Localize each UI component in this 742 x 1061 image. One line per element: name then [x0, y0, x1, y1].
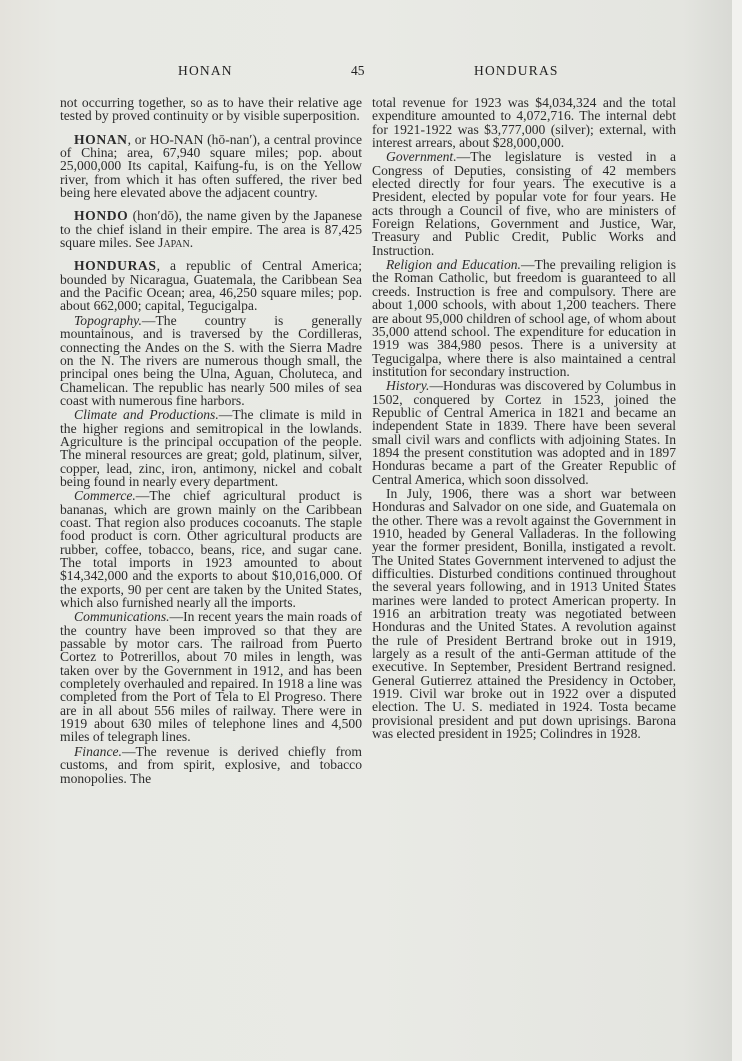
section-title: Religion and Education.	[386, 257, 521, 273]
section-title: Commerce.	[74, 488, 136, 504]
page-number: 45	[351, 63, 365, 78]
right-column	[372, 96, 676, 741]
section-text: —The legislature is vested in a Congress of Deputies, consisting of 42 members elected directly for four years. The executive is a President, elected by popular vote for four years. He acts through a Council of five, who are ministers of Foreign Relations, Government and Justice, War, Treasury and Public Credit, Public Works and Instruction.	[372, 149, 676, 258]
section-title: Finance.	[74, 743, 122, 759]
page-edge	[732, 0, 742, 1061]
section-history	[372, 379, 676, 486]
cross-reference-link[interactable]: Japan	[158, 235, 190, 251]
continuation-paragraph: not occurring together, so as to have their relative age tested by proved continuity or by visible superposition.	[60, 95, 362, 124]
continuation-paragraph: total revenue for 1923 was $4,034,324 and the total expenditure amounted to 4,072,716. The internal debt for 1921-1922 was $3,777,000 (silver); external, with interest arrears, about $28,000,000.	[372, 95, 676, 151]
headword: HONAN	[74, 131, 128, 147]
running-header	[0, 63, 742, 83]
section-topography	[60, 314, 362, 407]
section-climate	[60, 408, 362, 488]
section-title: History.	[386, 378, 430, 394]
entry-honduras	[60, 259, 362, 312]
section-text: —The prevailing religion is the Roman Catholic, but freedom is guaranteed to all creeds. Instruction is free and compulsory. There are about 1,000 schools, with about 1,200 teachers. There are about 95,000 children of school age, of whom about 35,000 attend school. The expenditure for education in 1919 was 384,980 pesos. There is a university at Tegucigalpa, where there is also maintained a central institution for secondary instruction.	[372, 257, 676, 379]
section-title: Communications.	[74, 609, 170, 625]
section-text: —Honduras was discovered by Columbus in 1502, conquered by Cortez in 1523, joined the Republic of Central America in 1821 and became an independent State in 1839. There have been several small civil wars and conflicts with adjoining States. In 1894 the present constitution was adopted and in 1897 Honduras became a part of the Greater Republic of Central America, which soon dissolved.	[372, 378, 676, 487]
headword: HONDURAS	[74, 258, 157, 274]
section-religion-education	[372, 258, 676, 378]
left-column	[60, 96, 362, 785]
section-text: —In recent years the main roads of the country have been improved so that they are passable by motor cars. The railroad from Puerto Cortez to Potrerillos, about 70 miles in length, was taken over by the Government in 1912, and has been completely overhauled and repaired. In 1918 a line was completed from the Port of Tela to El Progreso. There are in all about 556 miles of railway. There were in 1919 about 630 miles of telephone lines and 4,500 miles of telegraph lines.	[60, 609, 362, 745]
section-commerce	[60, 489, 362, 609]
section-text: —The climate is mild in the higher regions and semitropical in the lowlands. Agriculture is the principal occupation of the people. The mineral resources are great; gold, platinum, silver, copper, lead, zinc, iron, antimony, nickel and cobalt being found in nearly every department.	[60, 407, 362, 489]
section-title: Government.	[386, 149, 457, 165]
entry-honan	[60, 133, 362, 200]
entry-text: , or HO-NAN (hō-nan′), a central province of China; area, 67,940 square miles; pop. about 25,000,000 Its capital, Kaifung-fu, is on the Yellow river, from which it has often suffered, the river bed being here elevated above the adjacent country.	[60, 131, 362, 201]
section-history-continued: In July, 1906, there was a short war between Honduras and Salvador on one side, and Guatemala on the other. There was a revolt against the Government in 1910, headed by General Valladeras. In the following year the former president, Bonilla, instigated a revolt. The United States Government intervened to adjust the difficulties. Disturbed conditions continued throughout the several years following, and in 1913 United States marines were landed to protect American property. In 1916 an arbitration treaty was negotiated between Honduras and the United States. A revolution against the rule of President Bertrand broke out in 1919, largely as a result of the anti-German attitude of the executive. In September, President Bertrand resigned. General Gutierrez attained the Presidency in October, 1919. Civil war broke out in 1922 over a disputed election. The U. S. mediated in 1924. Tosta became provisional president and put down uprisings. Barona was elected president in 1925; Colindres in 1928.	[372, 485, 676, 742]
left-guide-word: HONAN	[178, 63, 233, 78]
section-communications	[60, 610, 362, 743]
section-text: —The country is generally mountainous, and is traversed by the Cordilleras, connecting the Andes on the S. with the Sierra Madre on the N. The rivers are numerous though small, the principal ones being the Ulna, Aguan, Choluteca, and Chamelican. The republic has nearly 500 miles of sea coast with numerous fine harbors.	[60, 312, 362, 408]
section-text: —The chief agricultural product is bananas, which are grown mainly on the Caribbean coast. That region also produces cocoanuts. The staple food product is corn. Other agricultural products are rubber, coffee, tobacco, beans, rice, and sugar cane. The total imports in 1923 amounted to about $14,342,000 and the exports to about $10,016,000. Of the exports, 90 per cent are taken by the United States, which also furnished nearly all the imports.	[60, 488, 362, 611]
section-government	[372, 150, 676, 257]
section-title: Climate and Productions.	[74, 407, 219, 423]
section-text: —The revenue is derived chiefly from customs, and from spirit, explosive, and tobacco monopolies. The	[60, 743, 362, 786]
right-guide-word: HONDURAS	[474, 63, 559, 78]
entry-hondo: HONDO (hon′dō), the name given by the Japanese to the chief island in their empire. The area is 87,425 square miles. See Japan.	[60, 208, 362, 251]
entry-text: , a republic of Central America; bounded by Nicaragua, Guatemala, the Caribbean Sea and the Pacific Ocean; area, 46,250 square miles; pop. about 662,000; capital, Tegucigalpa.	[60, 258, 362, 314]
headword: HONDO	[74, 208, 129, 224]
section-title: Topography.	[74, 312, 142, 328]
section-finance	[60, 745, 362, 785]
entry-text: (hon′dō), the name given by the Japanese to the chief island in their empire. The area is 87,425 square miles. See	[60, 208, 362, 251]
